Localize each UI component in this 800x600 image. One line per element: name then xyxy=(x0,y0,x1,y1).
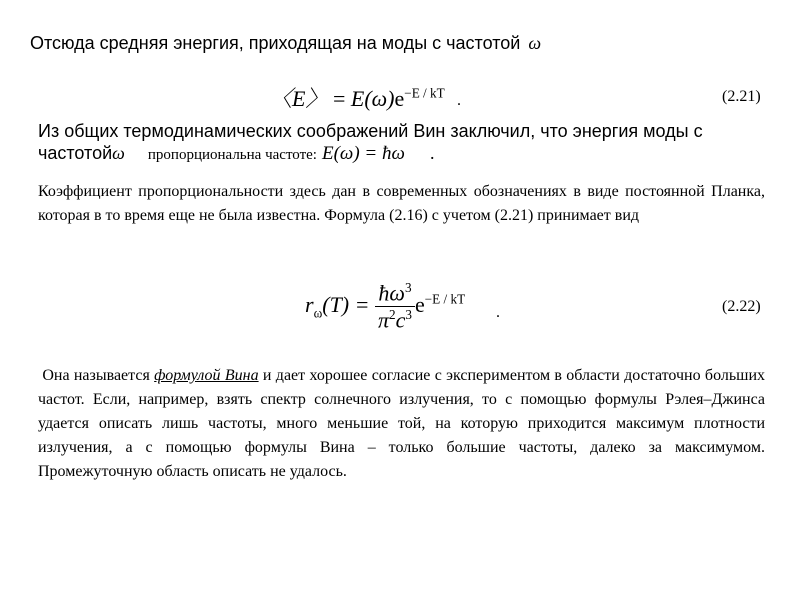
eq222-lhs-arg: (T) = xyxy=(322,291,370,317)
eq221-exponent: −E / kT xyxy=(404,85,445,101)
equation-2-21: 〈E〉 = $E(\omega)e^{-E / kT}$ xyxy=(270,85,445,111)
wien-rest: пропорциональна частоте: xyxy=(147,147,317,163)
eq221-exp-base: e xyxy=(394,86,405,111)
eq221-rhs: E(ω) xyxy=(350,86,395,111)
wien-formula-link[interactable]: формулой Вина xyxy=(154,367,259,384)
wien-text: Из общих термодинамических соображений Вин заключил, что энергия моды с частотой xyxy=(38,121,703,163)
eq222-num-sup: 3 xyxy=(404,280,412,295)
omega-symbol: ω xyxy=(528,33,542,53)
eq222-den-sup1: 2 xyxy=(389,307,396,323)
eq222-number: (2.22) xyxy=(722,298,761,315)
paragraph-coefficient: Коэффициент пропорциональности здесь дан в современных обозначениях в виде постоянной Планка, которая в то время еще не была известна. Формула (2.16) с учетом (2.21) принимает вид xyxy=(38,183,765,224)
eq222-lhs-sub: ω xyxy=(313,305,323,321)
eq222-den-sup2: 3 xyxy=(405,307,412,323)
eq222-den-c: c xyxy=(395,307,406,333)
eq221-lhs: 〈E〉 xyxy=(270,86,328,111)
eq221-period: . xyxy=(457,92,461,109)
eq222-exponent: −E / kT xyxy=(424,291,466,307)
eq221-number: (2.21) xyxy=(722,88,761,105)
wien-formula: E(ω) = ħω xyxy=(322,143,405,164)
eq222-den: π xyxy=(377,307,390,333)
intro-line xyxy=(30,33,541,54)
equation-2-22 xyxy=(305,280,465,334)
final-start: Она называется xyxy=(42,367,150,384)
eq222-fraction xyxy=(375,280,415,334)
eq222-exp-base: e xyxy=(414,291,425,317)
eq222-lhs: r xyxy=(305,291,314,317)
paragraph-final xyxy=(38,364,765,484)
final-rest: и дает хорошее согласие с экспериментом в области достаточно больших частот. Если, например, взять спектр солнечного излучения, то с помощью формулы Рэлея–Джинса удается описать лишь частоты, много меньшие той, на которую приходится максимум плотности излучения, а с помощью формулы Вина – только большие частоты, далеко за максимумом. Промежуточную область описать не удалось. xyxy=(38,367,766,480)
intro-text: Отсюда средняя энергия, приходящая на моды с частотой xyxy=(30,33,521,53)
eq222-period: . xyxy=(496,304,500,321)
wien-period: . xyxy=(429,143,435,163)
eq222-num: ħω xyxy=(378,280,405,306)
paragraph-wien xyxy=(38,120,738,166)
wien-omega: ω xyxy=(112,143,125,163)
